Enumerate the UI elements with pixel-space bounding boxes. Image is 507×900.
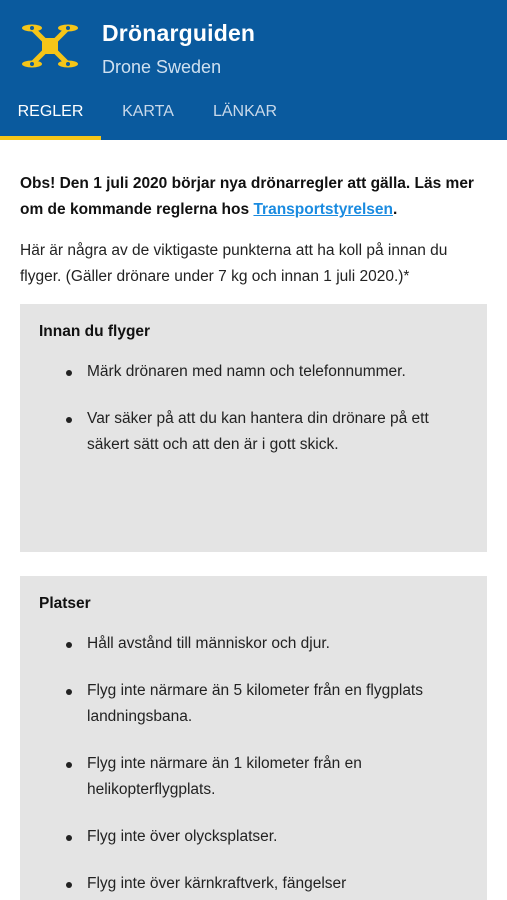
- section-card-platser: [20, 576, 487, 900]
- main-content: [20, 140, 487, 290]
- rule-list: [39, 359, 467, 458]
- app-subtitle: Drone Sweden: [102, 57, 222, 77]
- list-item: Håll avstånd till människor och djur.: [87, 631, 467, 657]
- tab-bar: [0, 92, 507, 140]
- transportstyrelsen-link[interactable]: Transportstyrelsen: [253, 201, 393, 218]
- section-title: Innan du flyger: [39, 323, 151, 340]
- list-item: Flyg inte över kärnkraftverk, fängelser: [87, 871, 467, 897]
- intro-text: Här är några av de viktigaste punkterna att ha koll på innan du flyger. (Gäller drönare under 7 kg och innan 1 juli 2020.)*: [20, 242, 448, 285]
- drone-icon: [20, 16, 80, 76]
- rule-list: [39, 631, 467, 897]
- section-card-innan-du-flyger: [20, 304, 487, 552]
- tab-lankar[interactable]: LÄNKAR: [212, 103, 278, 120]
- notice-end: .: [393, 201, 398, 218]
- app-title: Drönarguiden: [102, 20, 256, 46]
- list-item: Märk drönaren med namn och telefonnummer.: [87, 359, 467, 385]
- section-title: Platser: [39, 595, 91, 612]
- list-item: Var säker på att du kan hantera din drönare på ett säkert sätt och att den är i gott skick.: [87, 406, 467, 458]
- notice-body: Obs! Den 1 juli 2020 börjar nya drönarregler att gälla. Läs mer om de kommande reglerna hos: [20, 175, 474, 218]
- list-item: Flyg inte närmare än 1 kilometer från en helikopterflygplats.: [87, 751, 467, 803]
- app-header: [0, 0, 507, 140]
- list-item: Flyg inte över olycksplatser.: [87, 824, 467, 850]
- notice-text: [20, 171, 487, 223]
- tab-karta[interactable]: KARTA: [122, 103, 174, 120]
- list-item: Flyg inte närmare än 5 kilometer från en flygplats landningsbana.: [87, 678, 467, 730]
- tab-regler[interactable]: REGLER: [17, 103, 84, 120]
